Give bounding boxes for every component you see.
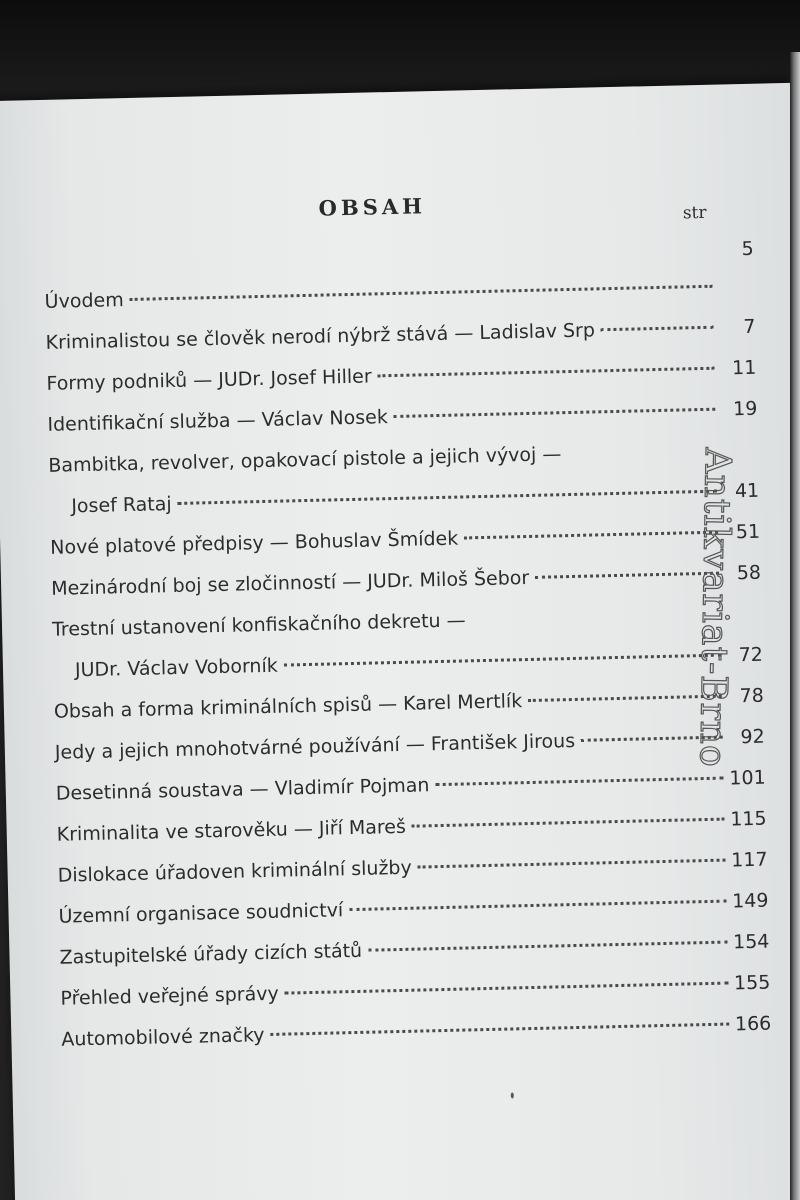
toc-entry-text: Formy podniků — JUDr. Josef Hiller [46, 365, 372, 395]
toc-entry-text: Nové platové předpisy — Bohuslav Šmídek [50, 527, 459, 559]
toc-entry-text: Jedy a jejich mnohotvárné používání — František Jirous [54, 729, 576, 764]
page-title: OBSAH [318, 193, 427, 221]
toc-entry-text: Úvodem [44, 289, 124, 313]
toc-page-number: 7 [743, 315, 756, 339]
book-page [0, 83, 800, 1200]
toc-leader-dots [412, 818, 725, 828]
page-edge [790, 52, 800, 1200]
toc-leader-dots [464, 531, 718, 540]
toc-leader-dots [130, 285, 713, 301]
toc-page-number: 78 [739, 684, 765, 708]
toc-leader-dots [285, 982, 728, 995]
toc-leader-dots [394, 408, 716, 418]
toc-page-number: 19 [732, 397, 758, 421]
toc-entry-text: Kriminalita ve starověku — Jiří Mareš [56, 815, 407, 846]
toc-page-number: 117 [731, 848, 768, 872]
page-column-label: str [682, 202, 707, 224]
toc-page-number: 51 [735, 520, 761, 544]
toc-page-number: 101 [729, 766, 766, 790]
toc-entry-text: Automobilové značky [61, 1024, 265, 1051]
toc-entry-text: Josef Rataj [71, 493, 172, 518]
toc-leader-dots [378, 367, 715, 378]
toc-page-number: 149 [731, 889, 769, 913]
toc-entry-text: Zastupitelské úřady cizích států [59, 939, 363, 969]
toc-page-number: 58 [736, 561, 762, 585]
toc-leader-dots [601, 326, 714, 332]
toc-entry-text: Územní organisace soudnictví [58, 899, 344, 928]
toc-entry-text: Obsah a forma kriminálních spisů — Karel Mertlík [53, 690, 523, 723]
toc-entry-text: Dislokace úřadoven kriminální služby [57, 856, 412, 887]
toc-leader-dots [418, 859, 726, 869]
toc-leading-page: 5 [741, 237, 754, 261]
toc-entry-text: Trestní ustanovení konfiskačního dekretu — [51, 609, 466, 641]
toc-leader-dots [284, 654, 721, 667]
toc-entry-text: Identifikační služba — Václav Nosek [47, 406, 389, 436]
toc-entry [52, 594, 764, 692]
toc-leader-dots [535, 572, 719, 579]
toc-page-number: 154 [732, 930, 770, 954]
toc-page-number: 41 [734, 479, 760, 503]
toc-leader-dots [368, 941, 727, 952]
toc-leader-dots [435, 777, 723, 787]
toc-entry-text: Kriminalistou se člověk nerodí nýbrž stává — Ladislav Srp [45, 319, 596, 354]
table-of-contents [43, 232, 771, 1061]
toc-leader-dots [178, 490, 718, 505]
toc-page-number [719, 292, 755, 293]
toc-entry-text: Desetinná soustava — Vladimír Pojman [55, 774, 430, 805]
toc-entry [48, 430, 760, 528]
toc-page-number: 115 [730, 807, 767, 831]
toc-entry-text: Bambitka, revolver, opakovací pistole a jejich vývoj — [48, 443, 562, 477]
toc-entry-text: JUDr. Václav Voborník [74, 654, 278, 682]
toc-page-number: 92 [740, 725, 765, 749]
toc-entry-text: Mezinárodní boj se zločinností — JUDr. Miloš Šebor [50, 566, 530, 600]
toc-page-number: 11 [731, 356, 757, 380]
toc-page-number: 72 [738, 643, 764, 667]
toc-leader-dots [270, 1023, 729, 1036]
paper-speck [511, 1092, 514, 1098]
toc-page-number: 166 [734, 1012, 772, 1036]
toc-leader-dots [349, 900, 726, 912]
toc-entry-text: Přehled veřejné správy [60, 982, 279, 1010]
watermark: Antikvariat-Brno [691, 447, 738, 769]
toc-page-number: 155 [733, 971, 771, 995]
